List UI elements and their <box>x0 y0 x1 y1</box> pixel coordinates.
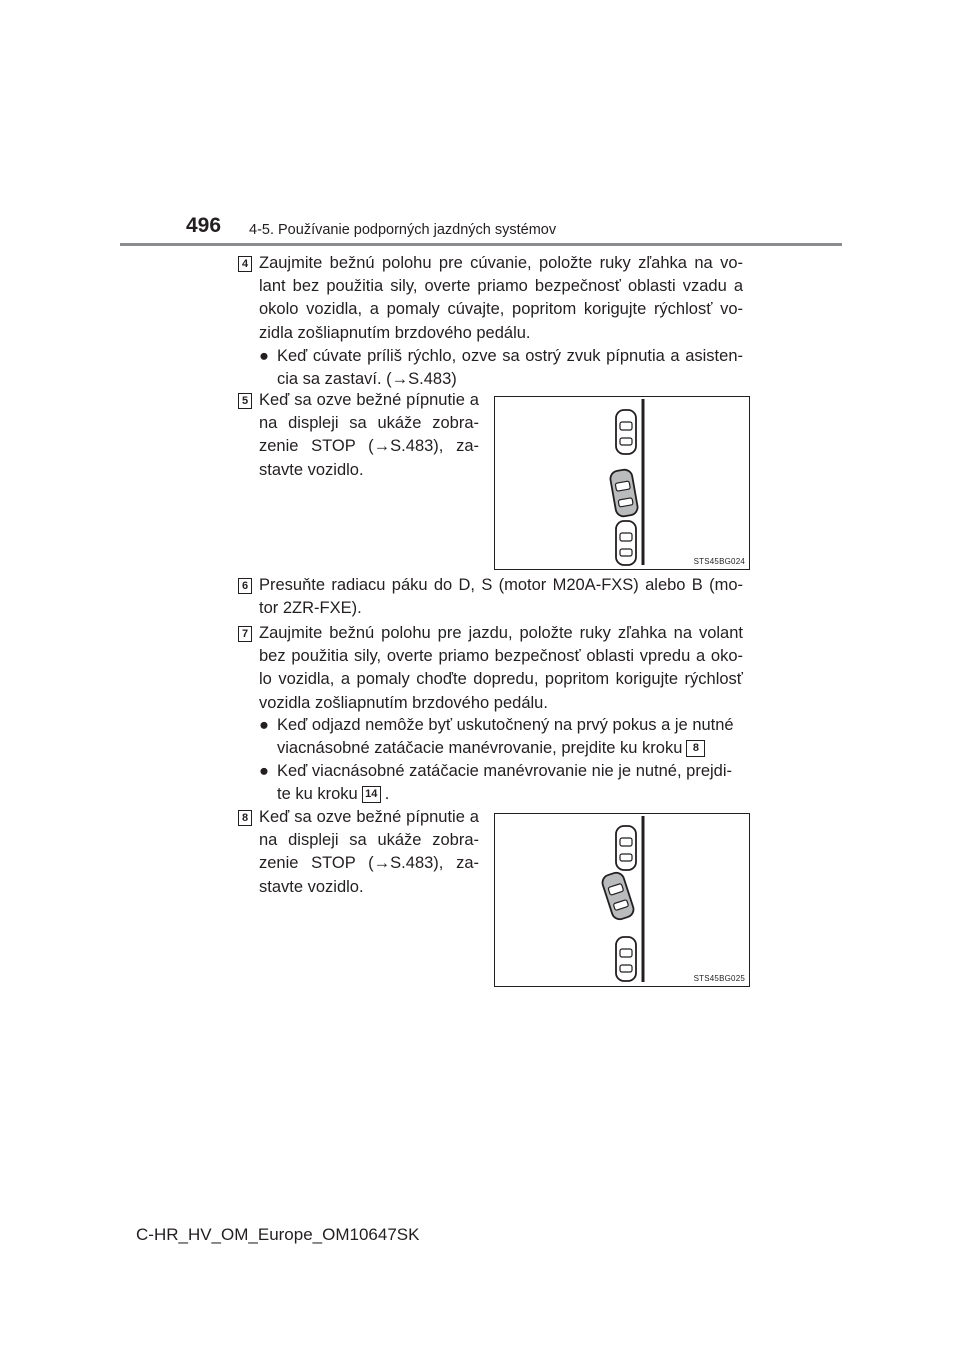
figure-step-8 <box>494 813 750 987</box>
step-7-badge: 7 <box>238 626 252 642</box>
car-top-view-icon <box>600 871 635 922</box>
figure-step-5 <box>494 396 750 570</box>
figure-code: STS45BG024 <box>693 557 745 566</box>
bullet-dot: ● <box>259 762 269 780</box>
header-divider <box>120 243 842 246</box>
car-top-view-icon <box>616 826 636 870</box>
step-7-text: Zaujmite bežnú polohu pre jazdu, položte ruky zľahka na volant bez použitia sily, overte priamo bezpečnosť oblasti vpredu a oko-lo vozidla, a pomaly choďte dopredu, popritom korigujte rýchlosť vozidla zošliapnutím brzdového pedálu. <box>259 624 743 712</box>
figure-code: STS45BG025 <box>693 974 745 983</box>
step-4-bullet-text: Keď cúvate príliš rýchlo, ozve sa ostrý zvuk pípnutia a asisten-cia sa zastaví. (→S.483) <box>277 347 743 389</box>
bullet-dot: ● <box>259 347 269 365</box>
parking-illustration <box>495 397 749 569</box>
step-7-bullet-1 <box>277 714 743 760</box>
parking-illustration <box>495 814 749 986</box>
bullet-dot: ● <box>259 716 269 734</box>
step-ref-badge[interactable]: 14 <box>362 786 381 803</box>
section-title: 4-5. Používanie podporných jazdných systémov <box>249 222 557 238</box>
step-8-badge: 8 <box>238 810 252 826</box>
step-5-badge: 5 <box>238 393 252 409</box>
step-7-bullet-2 <box>277 760 743 806</box>
step-6-text: Presuňte radiacu páku do D, S (motor M20A-FXS) alebo B (mo-tor 2ZR-FXE). <box>259 576 743 618</box>
car-top-view-icon <box>609 468 639 517</box>
bullet-suffix: . <box>384 785 390 804</box>
car-top-view-icon <box>616 521 636 565</box>
step-8-text: Keď sa ozve bežné pípnutie a na displeji sa ukáže zobra-zenie STOP (→S.483), za-stavte vozidlo. <box>259 808 479 896</box>
step-4-text: Zaujmite bežnú polohu pre cúvanie, položte ruky zľahka na vo-lant bez použitia sily, overte priamo bezpečnosť oblasti vzadu a okolo vozidla, a pomaly cúvajte, popritom korigujte rýchlosť vo-zidla zošliapnutím brzdového pedálu. <box>259 254 743 342</box>
step-ref-badge[interactable]: 8 <box>686 740 705 757</box>
document-code: C-HR_HV_OM_Europe_OM10647SK <box>136 1225 420 1244</box>
step-6-badge: 6 <box>238 578 252 594</box>
bullet-text: Keď odjazd nemôže byť uskutočnený na prvý pokus a je nutné viacnásobné zatáčacie manévrovanie, prejdite ku kroku <box>277 716 734 758</box>
car-top-view-icon <box>616 937 636 981</box>
step-5-text: Keď sa ozve bežné pípnutie a na displeji sa ukáže zobra-zenie STOP (→S.483), za-stavte vozidlo. <box>259 391 479 479</box>
page-number: 496 <box>186 214 222 237</box>
car-top-view-icon <box>616 410 636 454</box>
bullet-text: Keď viacnásobné zatáčacie manévrovanie nie je nutné, prejdi-te ku kroku <box>277 762 732 804</box>
step-4-badge: 4 <box>238 256 252 272</box>
